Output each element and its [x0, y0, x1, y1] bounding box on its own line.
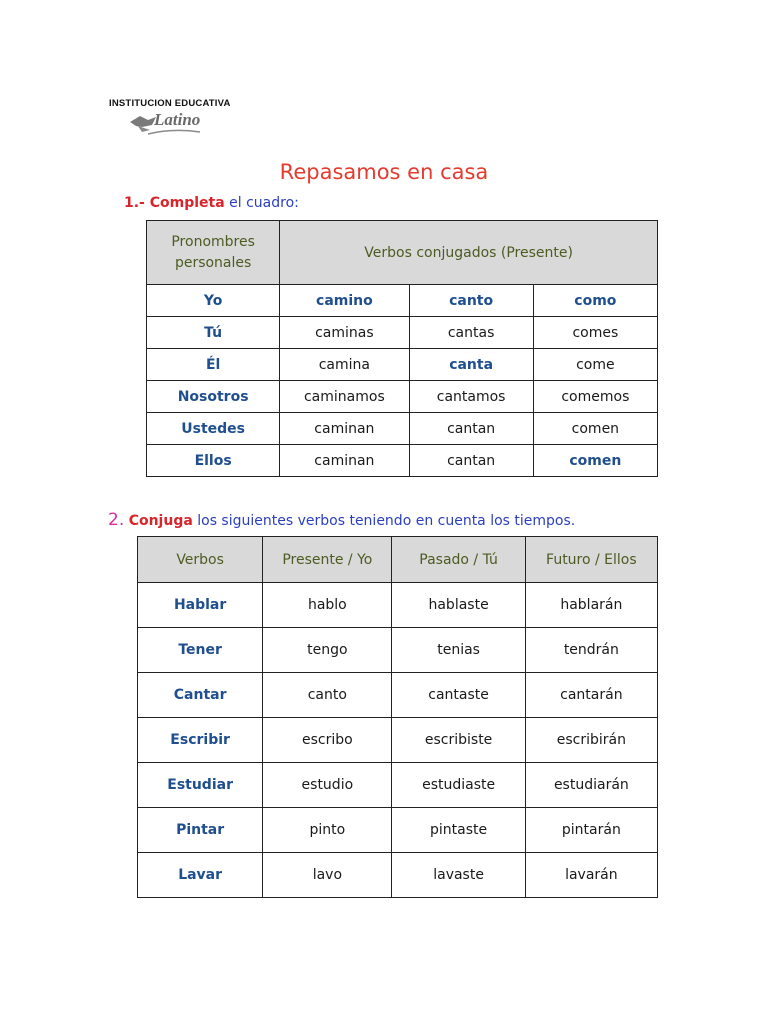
- section1-colon: :: [294, 195, 299, 211]
- future-cell: pintarán: [525, 808, 657, 853]
- verb-cell: Pintar: [138, 808, 263, 853]
- header-past: Pasado / Tú: [392, 537, 525, 583]
- header-verbs: Verbos: [138, 537, 263, 583]
- logo-text: Latino: [154, 110, 201, 129]
- future-cell: estudiarán: [525, 763, 657, 808]
- table-row: [138, 763, 658, 808]
- table-row: [147, 445, 658, 477]
- past-cell: escribiste: [392, 718, 525, 763]
- header-present: Presente / Yo: [263, 537, 392, 583]
- verb-cell: Hablar: [138, 583, 263, 628]
- present-cell: escribo: [263, 718, 392, 763]
- table-row: [147, 381, 658, 413]
- section1-instruction-text: el cuadro: [229, 195, 295, 211]
- past-cell: cantaste: [392, 673, 525, 718]
- verb-cell: comen: [533, 413, 657, 445]
- present-cell: canto: [263, 673, 392, 718]
- present-cell: estudio: [263, 763, 392, 808]
- verb-cell: canto: [409, 285, 533, 317]
- conjugation-table-present: [146, 220, 658, 477]
- table-row: [147, 413, 658, 445]
- future-cell: tendrán: [525, 628, 657, 673]
- verb-cell: como: [533, 285, 657, 317]
- verb-cell: Lavar: [138, 853, 263, 898]
- header-future: Futuro / Ellos: [525, 537, 657, 583]
- verb-cell: caminan: [280, 445, 409, 477]
- past-cell: lavaste: [392, 853, 525, 898]
- verb-cell: Escribir: [138, 718, 263, 763]
- pronoun-cell: Yo: [147, 285, 280, 317]
- verb-cell: comen: [533, 445, 657, 477]
- header-conjugated-verbs: Verbos conjugados (Presente): [280, 221, 658, 285]
- table-row: [138, 583, 658, 628]
- past-cell: hablaste: [392, 583, 525, 628]
- section2-instruction: [108, 510, 575, 530]
- verb-cell: camino: [280, 285, 409, 317]
- section2-number: 2.: [108, 510, 125, 530]
- future-cell: hablarán: [525, 583, 657, 628]
- table-row: [147, 349, 658, 381]
- pronoun-cell: Ellos: [147, 445, 280, 477]
- verb-cell: come: [533, 349, 657, 381]
- table-row: [147, 285, 658, 317]
- verb-cell: caminamos: [280, 381, 409, 413]
- verb-cell: canta: [409, 349, 533, 381]
- verb-cell: cantan: [409, 445, 533, 477]
- verb-cell: Estudiar: [138, 763, 263, 808]
- table-row: [138, 718, 658, 763]
- verb-cell: Tener: [138, 628, 263, 673]
- pronoun-cell: Él: [147, 349, 280, 381]
- future-cell: cantarán: [525, 673, 657, 718]
- section2-verb-word: Conjuga: [128, 513, 193, 529]
- pronoun-cell: Nosotros: [147, 381, 280, 413]
- header-pronouns: Pronombres personales: [147, 221, 280, 285]
- present-cell: lavo: [263, 853, 392, 898]
- table-row: [138, 853, 658, 898]
- past-cell: pintaste: [392, 808, 525, 853]
- verb-cell: cantas: [409, 317, 533, 349]
- table-row: [138, 628, 658, 673]
- future-cell: escribirán: [525, 718, 657, 763]
- pronoun-cell: Tú: [147, 317, 280, 349]
- institution-name: INSTITUCION EDUCATIVA: [109, 98, 231, 109]
- verb-cell: Cantar: [138, 673, 263, 718]
- past-cell: estudiaste: [392, 763, 525, 808]
- verb-cell: cantamos: [409, 381, 533, 413]
- table-row: [147, 317, 658, 349]
- verb-cell: caminan: [280, 413, 409, 445]
- section2-instruction-text: los siguientes verbos teniendo en cuenta los tiempos.: [197, 513, 576, 529]
- past-cell: tenias: [392, 628, 525, 673]
- table-row: [138, 808, 658, 853]
- table-row: [138, 673, 658, 718]
- present-cell: pinto: [263, 808, 392, 853]
- section1-number: 1.- Completa: [124, 195, 225, 211]
- conjugation-table-tenses: [137, 536, 658, 898]
- verb-cell: camina: [280, 349, 409, 381]
- verb-cell: comes: [533, 317, 657, 349]
- verb-cell: cantan: [409, 413, 533, 445]
- verb-cell: comemos: [533, 381, 657, 413]
- present-cell: hablo: [263, 583, 392, 628]
- present-cell: tengo: [263, 628, 392, 673]
- school-logo: [128, 108, 204, 138]
- future-cell: lavarán: [525, 853, 657, 898]
- verb-cell: caminas: [280, 317, 409, 349]
- section1-instruction: [124, 195, 299, 211]
- pronoun-cell: Ustedes: [147, 413, 280, 445]
- page-title: Repasamos en casa: [279, 160, 489, 184]
